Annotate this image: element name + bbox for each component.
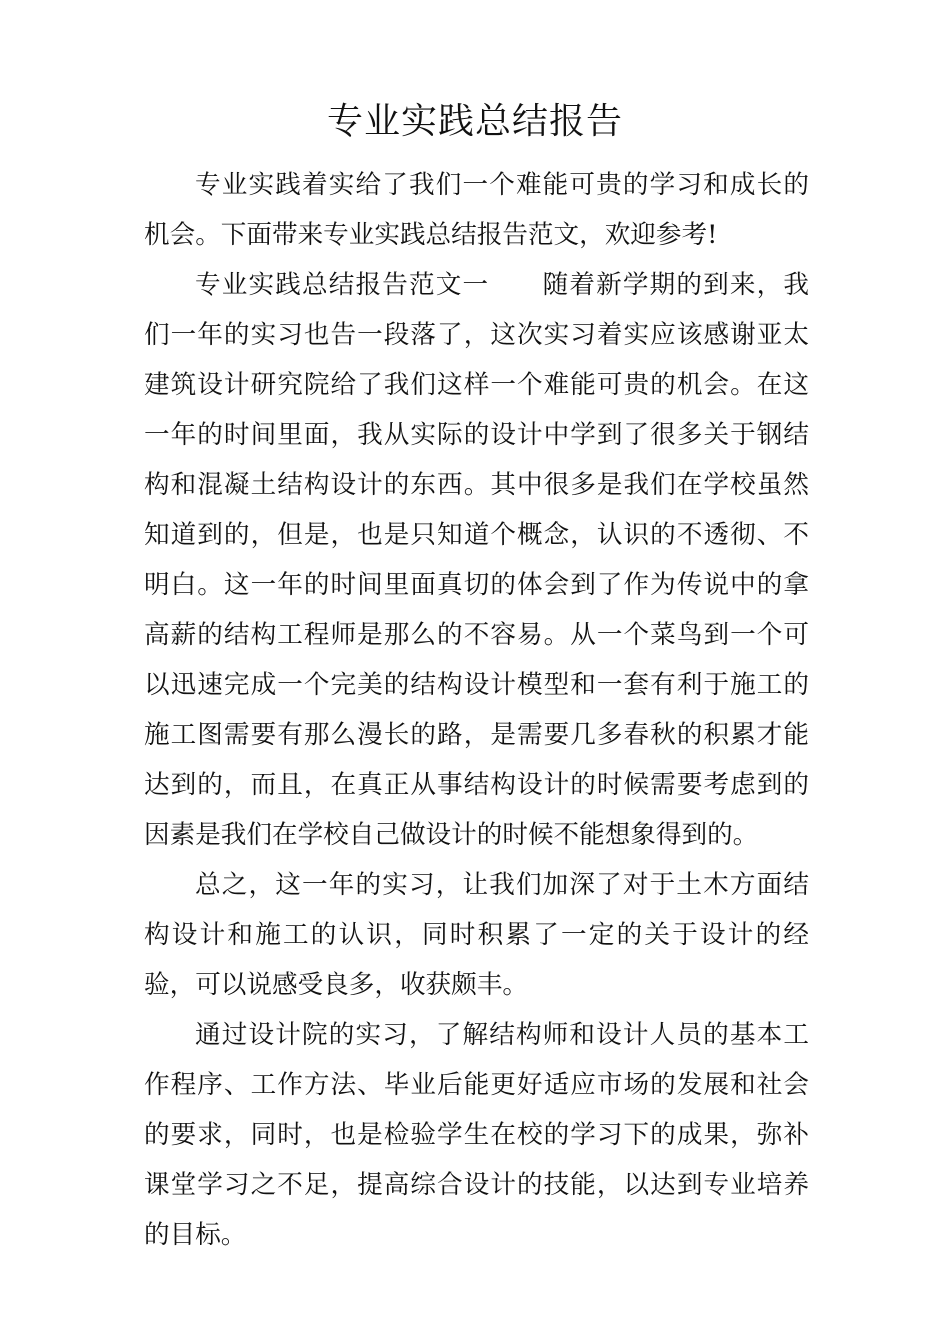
document-body <box>144 160 809 1260</box>
paragraph-intro: 专业实践着实给了我们一个难能可贵的学习和成长的机会。下面带来专业实践总结报告范文，欢迎参考! <box>144 170 809 250</box>
paragraph-conclusion: 通过设计院的实习，了解结构师和设计人员的基本工作程序、工作方法、毕业后能更好适应市场的发展和社会的要求，同时，也是检验学生在校的学习下的成果，弥补课堂学习之不足，提高综合设计的技能，以达到专业培养的目标。 <box>144 1020 809 1250</box>
paragraph-summary: 总之，这一年的实习，让我们加深了对于土木方面结构设计和施工的认识，同时积累了一定的关于设计的经验，可以说感受良多，收获颇丰。 <box>144 870 809 1000</box>
document-title: 专业实践总结报告 <box>326 101 623 142</box>
paragraph-sample-one: 专业实践总结报告范文一 随着新学期的到来，我们一年的实习也告一段落了，这次实习着实应该感谢亚太建筑设计研究院给了我们这样一个难能可贵的机会。在这一年的时间里面，我从实际的设计中学到了很多关于钢结构和混凝土结构设计的东西。其中很多是我们在学校虽然知道到的，但是，也是只知道个概念，认识的不透彻、不明白。这一年的时间里面真切的体会到了作为传说中的拿高薪的结构工程师是那么的不容易。从一个菜鸟到一个可以迅速完成一个完美的结构设计模型和一套有利于施工的施工图需要有那么漫长的路，是需要几多春秋的积累才能达到的，而且，在真正从事结构设计的时候需要考虑到的因素是我们在学校自己做设计的时候不能想象得到的。 <box>144 270 809 850</box>
